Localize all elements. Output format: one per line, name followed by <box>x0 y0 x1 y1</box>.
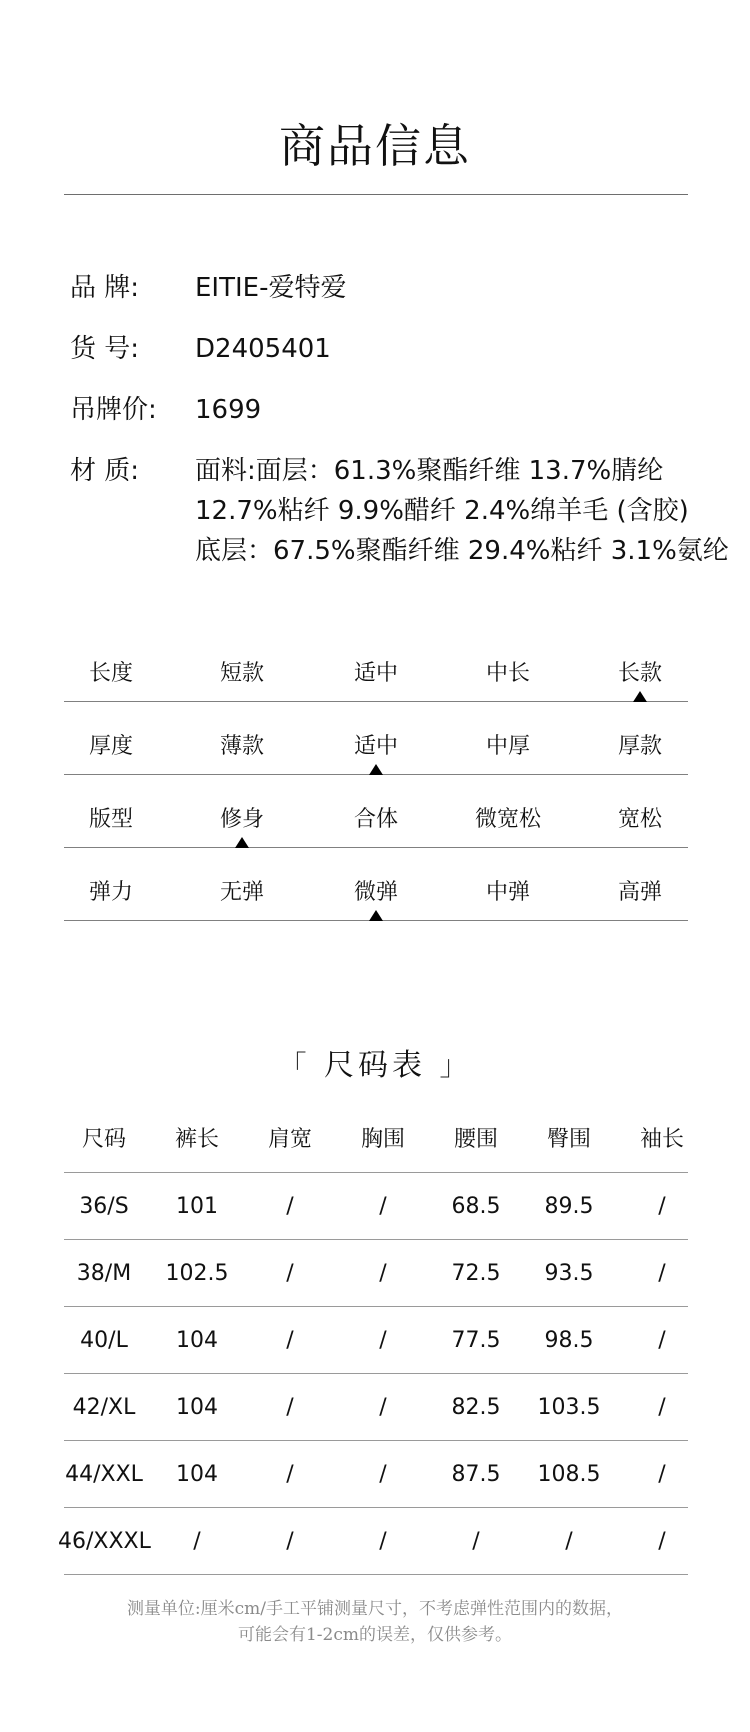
attribute-option: 中厚 <box>485 734 530 759</box>
material-line: 12.7%粘纤 9.9%醋纤 2.4%绵羊毛 (含胶) <box>195 496 689 526</box>
table-cell: 101 <box>176 1194 218 1219</box>
table-cell: / <box>379 1261 387 1286</box>
attribute-name: 弹力 <box>88 880 133 905</box>
attribute-option: 短款 <box>219 661 264 686</box>
table-cell: / <box>286 1529 294 1554</box>
table-cell: 72.5 <box>451 1261 501 1286</box>
table-row <box>64 1321 688 1388</box>
column-header: 胸围 <box>360 1127 405 1152</box>
row-divider <box>64 1239 688 1240</box>
page-title: 商品信息 <box>279 119 471 173</box>
size-chart-title <box>0 1040 750 1084</box>
table-cell: 82.5 <box>451 1395 501 1420</box>
attribute-row <box>64 730 688 803</box>
note-line: 可能会有1-2cm的误差，仅供参考。 <box>237 1625 513 1645</box>
table-cell: 42/XL <box>72 1395 136 1420</box>
table-row <box>58 1522 688 1589</box>
attribute-row <box>64 803 688 876</box>
table-cell: / <box>658 1194 666 1219</box>
measurement-note <box>0 1596 750 1648</box>
table-cell: 44/XXL <box>65 1462 143 1487</box>
table-cell: 38/M <box>76 1261 132 1286</box>
attribute-divider <box>64 847 688 848</box>
table-cell: 108.5 <box>537 1462 601 1487</box>
table-row <box>64 1455 688 1522</box>
selected-marker-icon <box>235 837 249 848</box>
table-row <box>64 1254 688 1321</box>
note-line: 测量单位:厘米cm/手工平铺测量尺寸，不考虑弹性范围内的数据， <box>126 1599 624 1619</box>
table-cell: / <box>565 1529 573 1554</box>
table-cell: / <box>379 1529 387 1554</box>
material-value <box>195 451 730 571</box>
table-cell: / <box>379 1395 387 1420</box>
attribute-name: 版型 <box>88 807 133 832</box>
material-row <box>70 451 730 571</box>
column-header: 腰围 <box>453 1127 498 1152</box>
row-divider <box>64 1373 688 1374</box>
brand-label: 品 牌: <box>70 273 140 303</box>
table-cell: 102.5 <box>165 1261 229 1286</box>
table-cell: 46/XXXL <box>58 1529 151 1554</box>
table-cell: / <box>286 1462 294 1487</box>
table-cell: 68.5 <box>451 1194 501 1219</box>
table-cell: 77.5 <box>451 1328 501 1353</box>
table-cell: / <box>658 1328 666 1353</box>
attribute-option: 微宽松 <box>474 807 541 832</box>
size-chart-title-text: 尺码表 <box>324 1048 426 1083</box>
table-cell: / <box>379 1328 387 1353</box>
column-header: 裤长 <box>174 1127 219 1152</box>
attribute-option: 中长 <box>485 661 530 686</box>
table-cell: 98.5 <box>544 1328 594 1353</box>
table-cell: / <box>658 1395 666 1420</box>
table-cell: 89.5 <box>544 1194 594 1219</box>
table-cell: / <box>658 1462 666 1487</box>
table-cell: / <box>472 1529 480 1554</box>
table-cell: / <box>379 1462 387 1487</box>
sku-value: D2405401 <box>195 334 331 364</box>
brand-value: EITIE-爱特爱 <box>195 273 347 303</box>
table-cell: 87.5 <box>451 1462 501 1487</box>
table-cell: 93.5 <box>544 1261 594 1286</box>
attribute-row <box>64 657 688 730</box>
attribute-option: 厚款 <box>617 734 662 759</box>
column-header: 尺码 <box>81 1127 126 1152</box>
attribute-option: 适中 <box>353 734 398 759</box>
material-label: 材 质: <box>70 456 140 486</box>
price-value: 1699 <box>195 395 262 425</box>
attribute-option: 宽松 <box>617 807 662 832</box>
column-header: 袖长 <box>639 1127 684 1152</box>
row-divider <box>64 1306 688 1307</box>
table-cell: / <box>658 1529 666 1554</box>
table-cell: / <box>286 1395 294 1420</box>
sku-row <box>70 329 730 369</box>
row-divider <box>64 1507 688 1508</box>
table-cell: / <box>658 1261 666 1286</box>
table-row <box>64 1388 688 1455</box>
attribute-option: 高弹 <box>617 880 662 905</box>
table-row <box>64 1187 688 1254</box>
attribute-option: 中弹 <box>485 880 530 905</box>
table-cell: 40/L <box>80 1328 128 1353</box>
table-cell: 103.5 <box>537 1395 601 1420</box>
title-bracket-left: 「 <box>278 1049 311 1082</box>
attribute-option: 适中 <box>353 661 398 686</box>
table-cell: 36/S <box>79 1194 129 1219</box>
title-divider <box>64 194 688 195</box>
price-row <box>70 390 730 430</box>
attribute-option: 无弹 <box>219 880 264 905</box>
sku-label: 货 号: <box>70 334 140 364</box>
attribute-name: 厚度 <box>88 734 133 759</box>
table-cell: / <box>286 1261 294 1286</box>
row-divider <box>64 1440 688 1441</box>
table-cell: / <box>286 1194 294 1219</box>
table-cell: 104 <box>176 1395 218 1420</box>
table-cell: 104 <box>176 1328 218 1353</box>
selected-marker-icon <box>369 910 383 921</box>
table-cell: / <box>379 1194 387 1219</box>
column-header: 肩宽 <box>267 1127 312 1152</box>
table-cell: 104 <box>176 1462 218 1487</box>
table-cell: / <box>286 1328 294 1353</box>
row-divider <box>64 1172 688 1173</box>
row-divider <box>64 1574 688 1575</box>
selected-marker-icon <box>633 691 647 702</box>
attribute-option: 微弹 <box>353 880 398 905</box>
attribute-divider <box>64 701 688 702</box>
product-info <box>70 268 730 592</box>
attribute-row <box>64 876 688 949</box>
material-line: 底层：67.5%聚酯纤维 29.4%粘纤 3.1%氨纶 <box>195 536 729 566</box>
size-header-row <box>64 1120 688 1187</box>
attribute-option: 长款 <box>617 661 662 686</box>
material-line: 面料:面层：61.3%聚酯纤维 13.7%腈纶 <box>195 456 664 486</box>
selected-marker-icon <box>369 764 383 775</box>
price-label: 吊牌价: <box>70 395 157 425</box>
attribute-option: 修身 <box>219 807 264 832</box>
table-cell: / <box>193 1529 201 1554</box>
brand-row <box>70 268 730 308</box>
attribute-option: 薄款 <box>219 734 264 759</box>
attribute-option: 合体 <box>353 807 398 832</box>
title-bracket-right: 」 <box>439 1049 472 1082</box>
attribute-name: 长度 <box>88 661 133 686</box>
column-header: 臀围 <box>546 1127 591 1152</box>
